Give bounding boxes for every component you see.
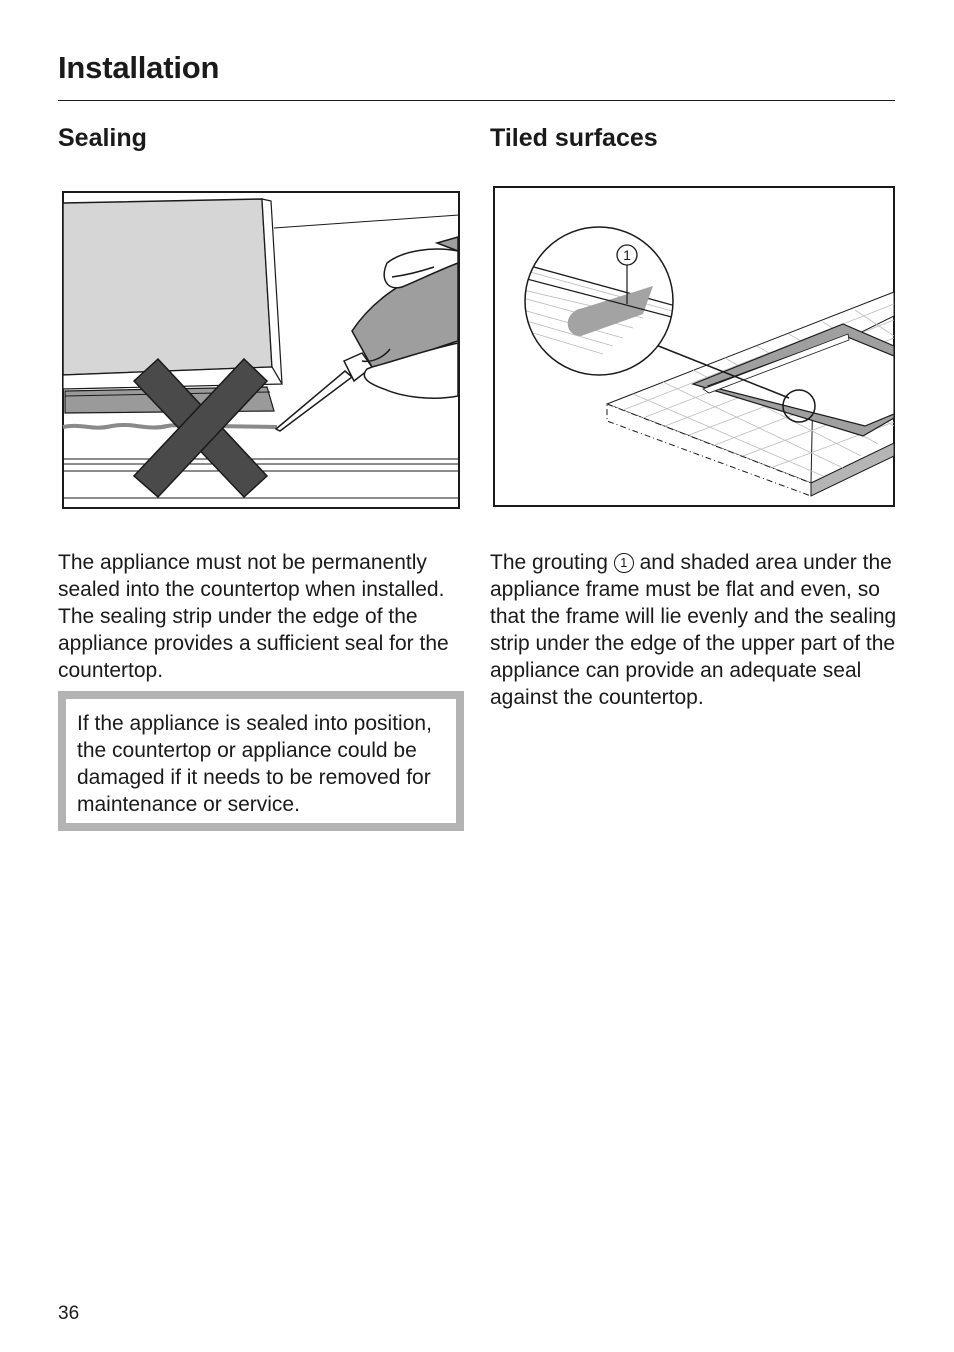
title-rule xyxy=(58,100,895,101)
section-heading-tiled-surfaces: Tiled surfaces xyxy=(490,124,658,152)
page-title: Installation xyxy=(58,50,220,85)
page-number: 36 xyxy=(58,1303,80,1324)
tiled-surface-illustration xyxy=(493,186,895,507)
tiled-surfaces-paragraph xyxy=(490,549,900,711)
warning-note-text: If the appliance is sealed into position, the countertop or appliance could be damaged if it needs to be removed for maintenance or service. xyxy=(77,712,432,816)
callout-1-marker xyxy=(617,245,637,265)
tiled-text-rest: and shaded area under the appliance frame must be flat and even, so that the frame will lie evenly and the sealing strip under the edge of the upper part of the appliance can provide an adequate seal against the countertop. xyxy=(490,551,897,709)
warning-note-box xyxy=(58,691,464,831)
sealing-illustration xyxy=(62,191,460,509)
tiled-text-start: The grouting xyxy=(490,551,608,574)
callout-1-label: 1 xyxy=(623,247,631,263)
section-heading-sealing: Sealing xyxy=(58,124,147,152)
sealing-paragraph: The appliance must not be permanently sealed into the countertop when installed. The sealing strip under the edge of the appliance provides a sufficient seal for the countertop. xyxy=(58,551,449,682)
callout-1-inline: 1 xyxy=(614,553,634,573)
